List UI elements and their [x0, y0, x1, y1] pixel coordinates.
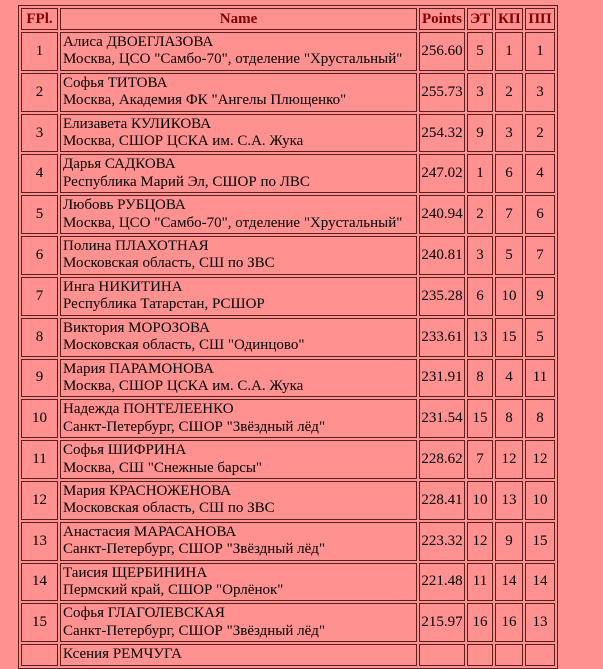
cell-name — [60, 563, 417, 602]
skater-name: Софья ТИТОВА — [63, 74, 168, 91]
skater-club: Московская область, СШ по ЗВС — [63, 500, 275, 517]
table-row — [21, 195, 555, 234]
table-row — [21, 32, 555, 71]
cell-stage: 15 — [467, 399, 493, 438]
skater-name: Инга НИКИТИНА — [63, 278, 183, 295]
cell-points: 215.97 — [419, 603, 465, 642]
cell-stage: 7 — [467, 440, 493, 479]
cell-final-place: 12 — [21, 481, 58, 520]
skater-club: Москва, СШ "Снежные барсы" — [63, 459, 263, 476]
table-row — [21, 236, 555, 275]
skater-club: Московская область, СШ по ЗВС — [63, 255, 275, 272]
cell-name — [60, 522, 417, 561]
cell-short-program-place: 15 — [495, 318, 523, 357]
cell-short-program-place: 7 — [495, 195, 523, 234]
cell-free-program-place: 8 — [525, 399, 555, 438]
cell-stage: 3 — [467, 73, 493, 112]
skater-name: Таисия ЩЕРБИНИНА — [63, 564, 208, 581]
table-row — [21, 154, 555, 193]
cell-free-program-place: 2 — [525, 114, 555, 153]
cell-name — [60, 399, 417, 438]
cell-final-place: 1 — [21, 32, 58, 71]
cell-points: 228.41 — [419, 481, 465, 520]
cell-short-program-place: 1 — [495, 32, 523, 71]
cell-stage — [467, 644, 493, 665]
cell-points: 240.81 — [419, 236, 465, 275]
cell-name — [60, 644, 417, 665]
skater-club: Москва, ЦСО "Самбо-70", отделение "Хрустальный" — [63, 51, 403, 68]
cell-stage: 2 — [467, 195, 493, 234]
col-header-name: Name — [60, 8, 417, 30]
cell-short-program-place: 6 — [495, 154, 523, 193]
cell-short-program-place — [495, 644, 523, 665]
col-header-short-program: КП — [495, 8, 523, 30]
skater-club: Санкт-Петербург, СШОР "Звёздный лёд" — [63, 622, 326, 639]
cell-points: 247.02 — [419, 154, 465, 193]
cell-name — [60, 195, 417, 234]
cell-name — [60, 73, 417, 112]
cell-stage: 9 — [467, 114, 493, 153]
cell-free-program-place: 13 — [525, 603, 555, 642]
skater-club: Москва, ЦСО "Самбо-70", отделение "Хрустальный" — [63, 214, 403, 231]
cell-name — [60, 318, 417, 357]
cell-stage: 6 — [467, 277, 493, 316]
table-row — [21, 522, 555, 561]
skater-name: Алиса ДВОЕГЛАЗОВА — [63, 34, 214, 50]
header-row — [21, 8, 555, 30]
cell-points: 233.61 — [419, 318, 465, 357]
cell-stage: 3 — [467, 236, 493, 275]
skater-club: Республика Татарстан, РСШОР — [63, 296, 265, 313]
cell-short-program-place: 12 — [495, 440, 523, 479]
table-row — [21, 481, 555, 520]
cell-points: 256.60 — [419, 32, 465, 71]
cell-points: 228.62 — [419, 440, 465, 479]
table-row — [21, 73, 555, 112]
cell-short-program-place: 4 — [495, 359, 523, 398]
cell-final-place: 2 — [21, 73, 58, 112]
col-header-free-program: ПП — [525, 8, 555, 30]
cell-stage: 1 — [467, 154, 493, 193]
skater-name: Полина ПЛАХОТНАЯ — [63, 238, 209, 255]
col-header-stage: ЭТ — [467, 8, 493, 30]
cell-free-program-place: 15 — [525, 522, 555, 561]
cell-final-place: 15 — [21, 603, 58, 642]
cell-points: 255.73 — [419, 73, 465, 112]
cell-final-place: 4 — [21, 154, 58, 193]
cell-free-program-place: 6 — [525, 195, 555, 234]
cell-name — [60, 32, 417, 71]
table-row — [21, 603, 555, 642]
cell-stage: 11 — [467, 563, 493, 602]
col-header-points: Points — [419, 8, 465, 30]
cell-final-place: 14 — [21, 563, 58, 602]
table-row — [21, 399, 555, 438]
cell-final-place: 10 — [21, 399, 58, 438]
cell-final-place — [21, 644, 58, 665]
cell-final-place: 8 — [21, 318, 58, 357]
cell-short-program-place: 10 — [495, 277, 523, 316]
table-row — [21, 644, 555, 665]
skater-club: Санкт-Петербург, СШОР "Звёздный лёд" — [63, 418, 326, 435]
cell-final-place: 11 — [21, 440, 58, 479]
cell-free-program-place — [525, 644, 555, 665]
cell-name — [60, 277, 417, 316]
cell-final-place: 13 — [21, 522, 58, 561]
cell-name — [60, 603, 417, 642]
cell-free-program-place: 4 — [525, 154, 555, 193]
skater-name: Надежда ПОНТЕЛЕЕНКО — [63, 401, 234, 418]
cell-free-program-place: 1 — [525, 32, 555, 71]
cell-final-place: 3 — [21, 114, 58, 153]
cell-stage: 10 — [467, 481, 493, 520]
table-row — [21, 318, 555, 357]
cell-free-program-place: 14 — [525, 563, 555, 602]
cell-points: 231.54 — [419, 399, 465, 438]
cell-points: 240.94 — [419, 195, 465, 234]
cell-free-program-place: 10 — [525, 481, 555, 520]
cell-free-program-place: 12 — [525, 440, 555, 479]
cell-name — [60, 154, 417, 193]
table-row — [21, 114, 555, 153]
cell-free-program-place: 7 — [525, 236, 555, 275]
cell-points — [419, 644, 465, 665]
cell-stage: 8 — [467, 359, 493, 398]
cell-stage: 13 — [467, 318, 493, 357]
cell-name — [60, 236, 417, 275]
skater-name: Анастасия МАРАСАНОВА — [63, 523, 237, 540]
skater-name: Софья ШИФРИНА — [63, 442, 187, 459]
skater-name: Софья ГЛАГОЛЕВСКАЯ — [63, 605, 225, 622]
cell-final-place: 7 — [21, 277, 58, 316]
cell-name — [60, 481, 417, 520]
cell-free-program-place: 3 — [525, 73, 555, 112]
cell-name — [60, 114, 417, 153]
cell-short-program-place: 13 — [495, 481, 523, 520]
cell-final-place: 6 — [21, 236, 58, 275]
cell-points: 235.28 — [419, 277, 465, 316]
cell-points: 231.91 — [419, 359, 465, 398]
cell-name — [60, 359, 417, 398]
skater-club: Москва, СШОР ЦСКА им. С.А. Жука — [63, 377, 304, 394]
results-table — [18, 5, 558, 669]
cell-final-place: 9 — [21, 359, 58, 398]
cell-stage: 16 — [467, 603, 493, 642]
table-row — [21, 359, 555, 398]
table-row — [21, 277, 555, 316]
cell-points: 221.48 — [419, 563, 465, 602]
skater-club: Московская область, СШ "Одинцово" — [63, 337, 305, 354]
cell-free-program-place: 9 — [525, 277, 555, 316]
skater-club: Республика Марий Эл, СШОР по ЛВС — [63, 173, 310, 190]
table-row — [21, 563, 555, 602]
cell-free-program-place: 11 — [525, 359, 555, 398]
skater-name: Дарья САДКОВА — [63, 156, 176, 173]
cell-short-program-place: 8 — [495, 399, 523, 438]
cell-short-program-place: 16 — [495, 603, 523, 642]
cell-final-place: 5 — [21, 195, 58, 234]
cell-short-program-place: 3 — [495, 114, 523, 153]
skater-name: Любовь РУБЦОВА — [63, 197, 186, 214]
skater-club: Пермский край, СШОР "Орлёнок" — [63, 581, 284, 598]
skater-club: Москва, СШОР ЦСКА им. С.А. Жука — [63, 133, 304, 150]
cell-short-program-place: 2 — [495, 73, 523, 112]
cell-short-program-place: 5 — [495, 236, 523, 275]
col-header-final-place: FPl. — [21, 8, 58, 30]
cell-stage: 5 — [467, 32, 493, 71]
skater-club: Москва, Академия ФК "Ангелы Плющенко" — [63, 92, 347, 109]
skater-name: Мария ПАРАМОНОВА — [63, 360, 214, 377]
cell-name — [60, 440, 417, 479]
table-row — [21, 440, 555, 479]
skater-name: Мария КРАСНОЖЕНОВА — [63, 482, 232, 499]
cell-short-program-place: 9 — [495, 522, 523, 561]
skater-name: Ксения РЕМЧУГА — [63, 646, 182, 663]
skater-name: Виктория МОРОЗОВА — [63, 319, 210, 336]
cell-points: 223.32 — [419, 522, 465, 561]
cell-stage: 12 — [467, 522, 493, 561]
skater-club: Санкт-Петербург, СШОР "Звёздный лёд" — [63, 541, 326, 558]
cell-free-program-place: 5 — [525, 318, 555, 357]
cell-points: 254.32 — [419, 114, 465, 153]
skater-name: Елизавета КУЛИКОВА — [63, 115, 212, 132]
cell-short-program-place: 14 — [495, 563, 523, 602]
